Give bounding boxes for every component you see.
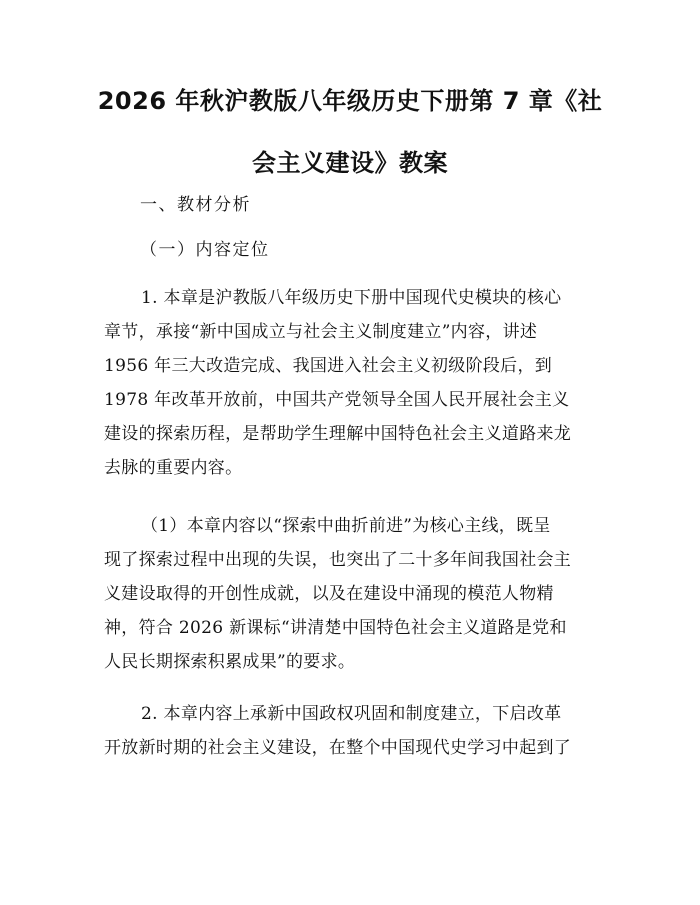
- document-title: [92, 70, 608, 194]
- paragraph-line: 2. 本章内容上承新中国政权巩固和制度建立，下启改革: [141, 704, 562, 724]
- paragraph-chapter-connection: [104, 697, 604, 765]
- subsection-heading: （一）内容定位: [140, 240, 270, 260]
- paragraph-line: 开放新时期的社会主义建设，在整个中国现代史学习中起到了: [104, 738, 572, 758]
- paragraph-main-line: [104, 509, 604, 679]
- paragraph-content-positioning: [104, 281, 604, 485]
- paragraph-line: 神，符合 2026 新课标“讲清楚中国特色社会主义道路是党和: [104, 618, 567, 638]
- paragraph-line: 1978 年改革开放前，中国共产党领导全国人民开展社会主义: [104, 390, 570, 410]
- paragraph-line: 1956 年三大改造完成、我国进入社会主义初级阶段后，到: [104, 356, 553, 376]
- paragraph-line: 现了探索过程中出现的失误，也突出了二十多年间我国社会主: [104, 550, 572, 570]
- title-line: 2026 年秋沪教版八年级历史下册第 7 章《社: [97, 87, 603, 115]
- title-line: 会主义建设》教案: [252, 149, 448, 177]
- paragraph-line: 去脉的重要内容。: [104, 458, 243, 478]
- paragraph-line: 章节，承接“新中国成立与社会主义制度建立”内容，讲述: [104, 322, 538, 342]
- paragraph-line: 建设的探索历程，是帮助学生理解中国特色社会主义道路来龙: [104, 424, 572, 444]
- paragraph-line: 义建设取得的开创性成就，以及在建设中涌现的模范人物精: [104, 584, 554, 604]
- section-heading: 一、教材分析: [140, 195, 251, 215]
- paragraph-line: 人民长期探索积累成果”的要求。: [104, 652, 356, 672]
- paragraph-line: 1. 本章是沪教版八年级历史下册中国现代史模块的核心: [141, 288, 562, 308]
- paragraph-line: （1）本章内容以“探索中曲折前进”为核心主线，既呈: [141, 516, 551, 536]
